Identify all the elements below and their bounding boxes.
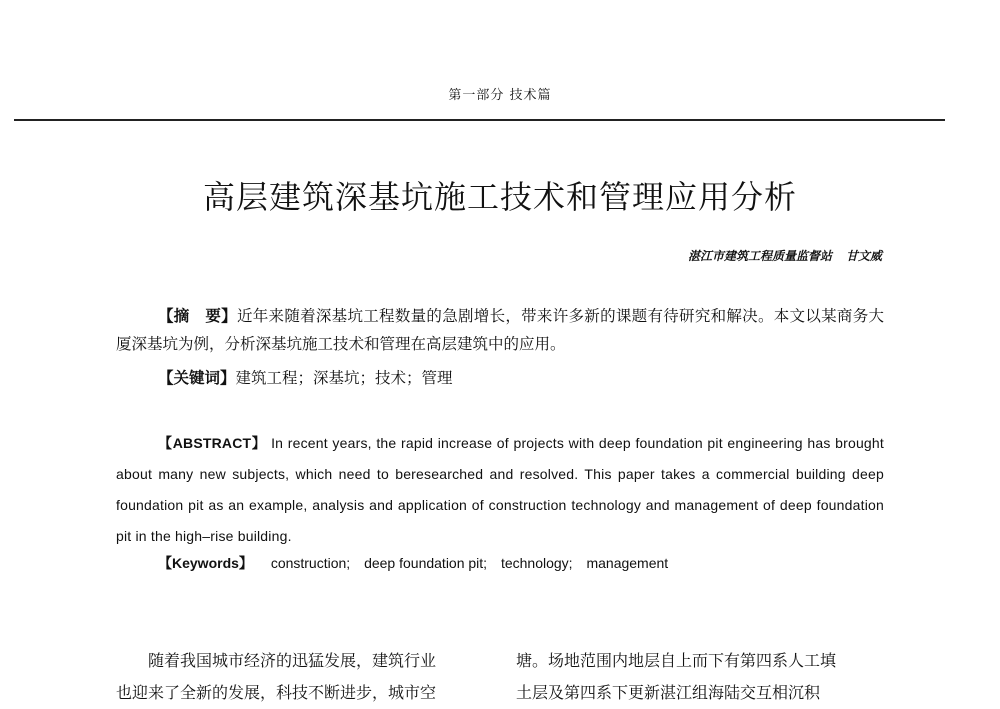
keyword-item: construction; bbox=[270, 555, 351, 571]
body-line: 随着我国城市经济的迅猛发展，建筑行业 bbox=[148, 651, 437, 670]
author-line bbox=[688, 247, 882, 264]
keywords-en-label: 【Keywords】 bbox=[158, 555, 253, 571]
keywords-cn-label: 【关键词】 bbox=[158, 369, 236, 387]
article-title: 高层建筑深基坑施工技术和管理应用分析 bbox=[202, 178, 797, 216]
keyword-item: deep foundation pit; bbox=[364, 555, 488, 571]
body-column-left bbox=[116, 645, 494, 709]
abstract-cn-text: 近年来随着深基坑工程数量的急剧增长，带来许多新的课题有待研究和解决。本文以某商务大厦深基坑为例，分析深基坑施工技术和管理在高层建筑中的应用。 bbox=[116, 307, 884, 353]
affiliation: 湛江市建筑工程质量监督站 bbox=[687, 249, 832, 263]
body-line: 也迎来了全新的发展，科技不断进步，城市空 bbox=[116, 683, 437, 702]
keywords-cn-text: 建筑工程；深基坑；技术；管理 bbox=[235, 369, 453, 387]
abstract-en-label: 【ABSTRACT】 bbox=[158, 435, 267, 451]
body-line: 土层及第四系下更新湛江组海陆交互相沉积 bbox=[516, 683, 821, 702]
running-head: 第一部分 技术篇 bbox=[448, 88, 552, 103]
abstract-en bbox=[116, 428, 884, 552]
keyword-item: technology; bbox=[500, 555, 573, 571]
header-rule bbox=[14, 119, 945, 121]
body-line: 塘。场地范围内地层自上而下有第四系人工填 bbox=[516, 651, 837, 670]
body-column-right bbox=[516, 645, 886, 709]
abstract-cn-label: 【摘 要】 bbox=[158, 307, 237, 325]
author-name: 甘文威 bbox=[845, 249, 882, 263]
abstract-cn bbox=[116, 302, 884, 358]
keywords-en bbox=[158, 553, 678, 573]
keywords-cn bbox=[158, 366, 453, 388]
abstract-en-text: In recent years, the rapid increase of projects with deep foundation pit engineering has brought about many new subjects, which need to beresearched and resolved. This paper takes a commercial building deep foundation pit as an example, analysis and application of construction technology and management of deep foundation pit in the high–rise building. bbox=[116, 435, 884, 544]
keyword-item: management bbox=[586, 555, 669, 571]
